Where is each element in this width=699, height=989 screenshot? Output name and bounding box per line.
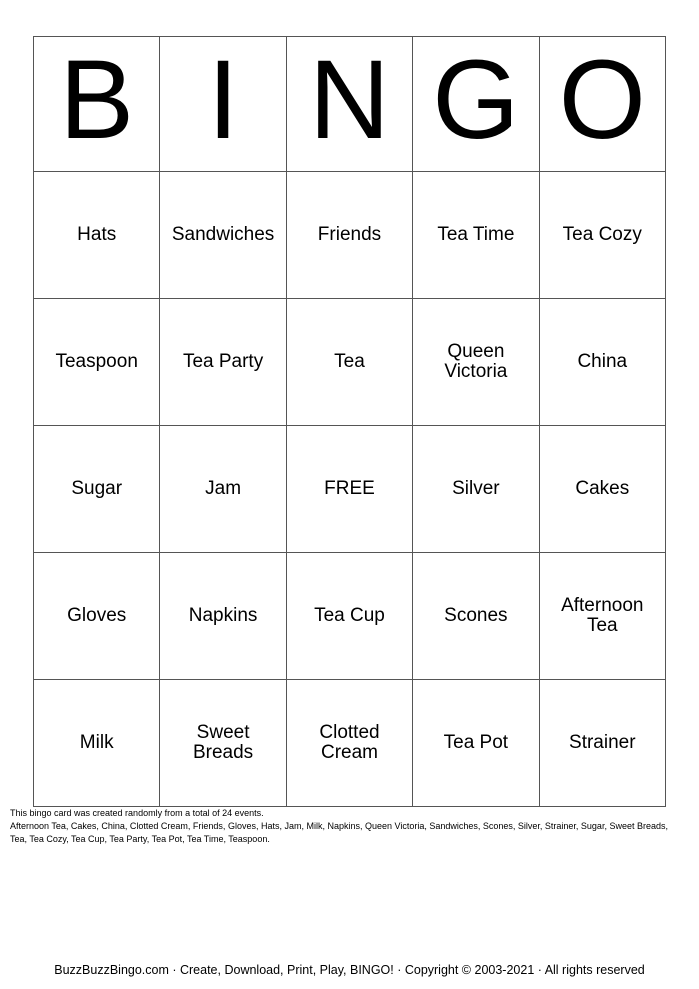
bingo-cell: Tea Pot [413, 680, 539, 807]
bingo-cell: Queen Victoria [413, 299, 539, 426]
bingo-row [34, 426, 666, 553]
bingo-cell: Gloves [34, 553, 160, 680]
bingo-cell: Teaspoon [34, 299, 160, 426]
event-list: Afternoon Tea, Cakes, China, Clotted Cream, Friends, Gloves, Hats, Jam, Milk, Napkins, Queen Victoria, Sandwiches, Scones, Silver, Strainer, Sugar, Sweet Breads, Tea, Tea Cozy, Tea Cup, Tea Party, Tea Pot, Tea Time, Teaspoon. [10, 821, 668, 844]
bingo-cell: Tea Party [160, 299, 286, 426]
bingo-cell: Tea Time [413, 172, 539, 299]
bingo-cell: Sandwiches [160, 172, 286, 299]
header-letter-g: G [413, 37, 539, 172]
bingo-cell: Jam [160, 426, 286, 553]
bingo-row [34, 553, 666, 680]
bingo-cell: Napkins [160, 553, 286, 680]
bingo-row [34, 299, 666, 426]
bingo-header-row [34, 37, 666, 172]
event-count-note: This bingo card was created randomly from a total of 24 events. [10, 808, 264, 818]
header-letter-n: N [286, 37, 412, 172]
bingo-cell: Clotted Cream [286, 680, 412, 807]
card-notes [10, 807, 670, 846]
bingo-cell: Silver [413, 426, 539, 553]
bingo-cell: Hats [34, 172, 160, 299]
copyright-footer: BuzzBuzzBingo.com · Create, Download, Print, Play, BINGO! · Copyright © 2003-2021 · All rights reserved [54, 963, 645, 977]
bingo-cell: Friends [286, 172, 412, 299]
bingo-cell: Strainer [539, 680, 665, 807]
bingo-row [34, 680, 666, 807]
header-letter-b: B [34, 37, 160, 172]
bingo-cell: Tea Cozy [539, 172, 665, 299]
bingo-cell: Scones [413, 553, 539, 680]
bingo-cell: Sugar [34, 426, 160, 553]
header-letter-o: O [539, 37, 665, 172]
bingo-cell: Cakes [539, 426, 665, 553]
bingo-cell: Milk [34, 680, 160, 807]
header-letter-i: I [160, 37, 286, 172]
bingo-cell: China [539, 299, 665, 426]
bingo-card [33, 36, 666, 807]
free-space-cell: FREE [286, 426, 412, 553]
bingo-cell: Sweet Breads [160, 680, 286, 807]
bingo-cell: Tea [286, 299, 412, 426]
bingo-cell: Tea Cup [286, 553, 412, 680]
bingo-row [34, 172, 666, 299]
bingo-cell: Afternoon Tea [539, 553, 665, 680]
